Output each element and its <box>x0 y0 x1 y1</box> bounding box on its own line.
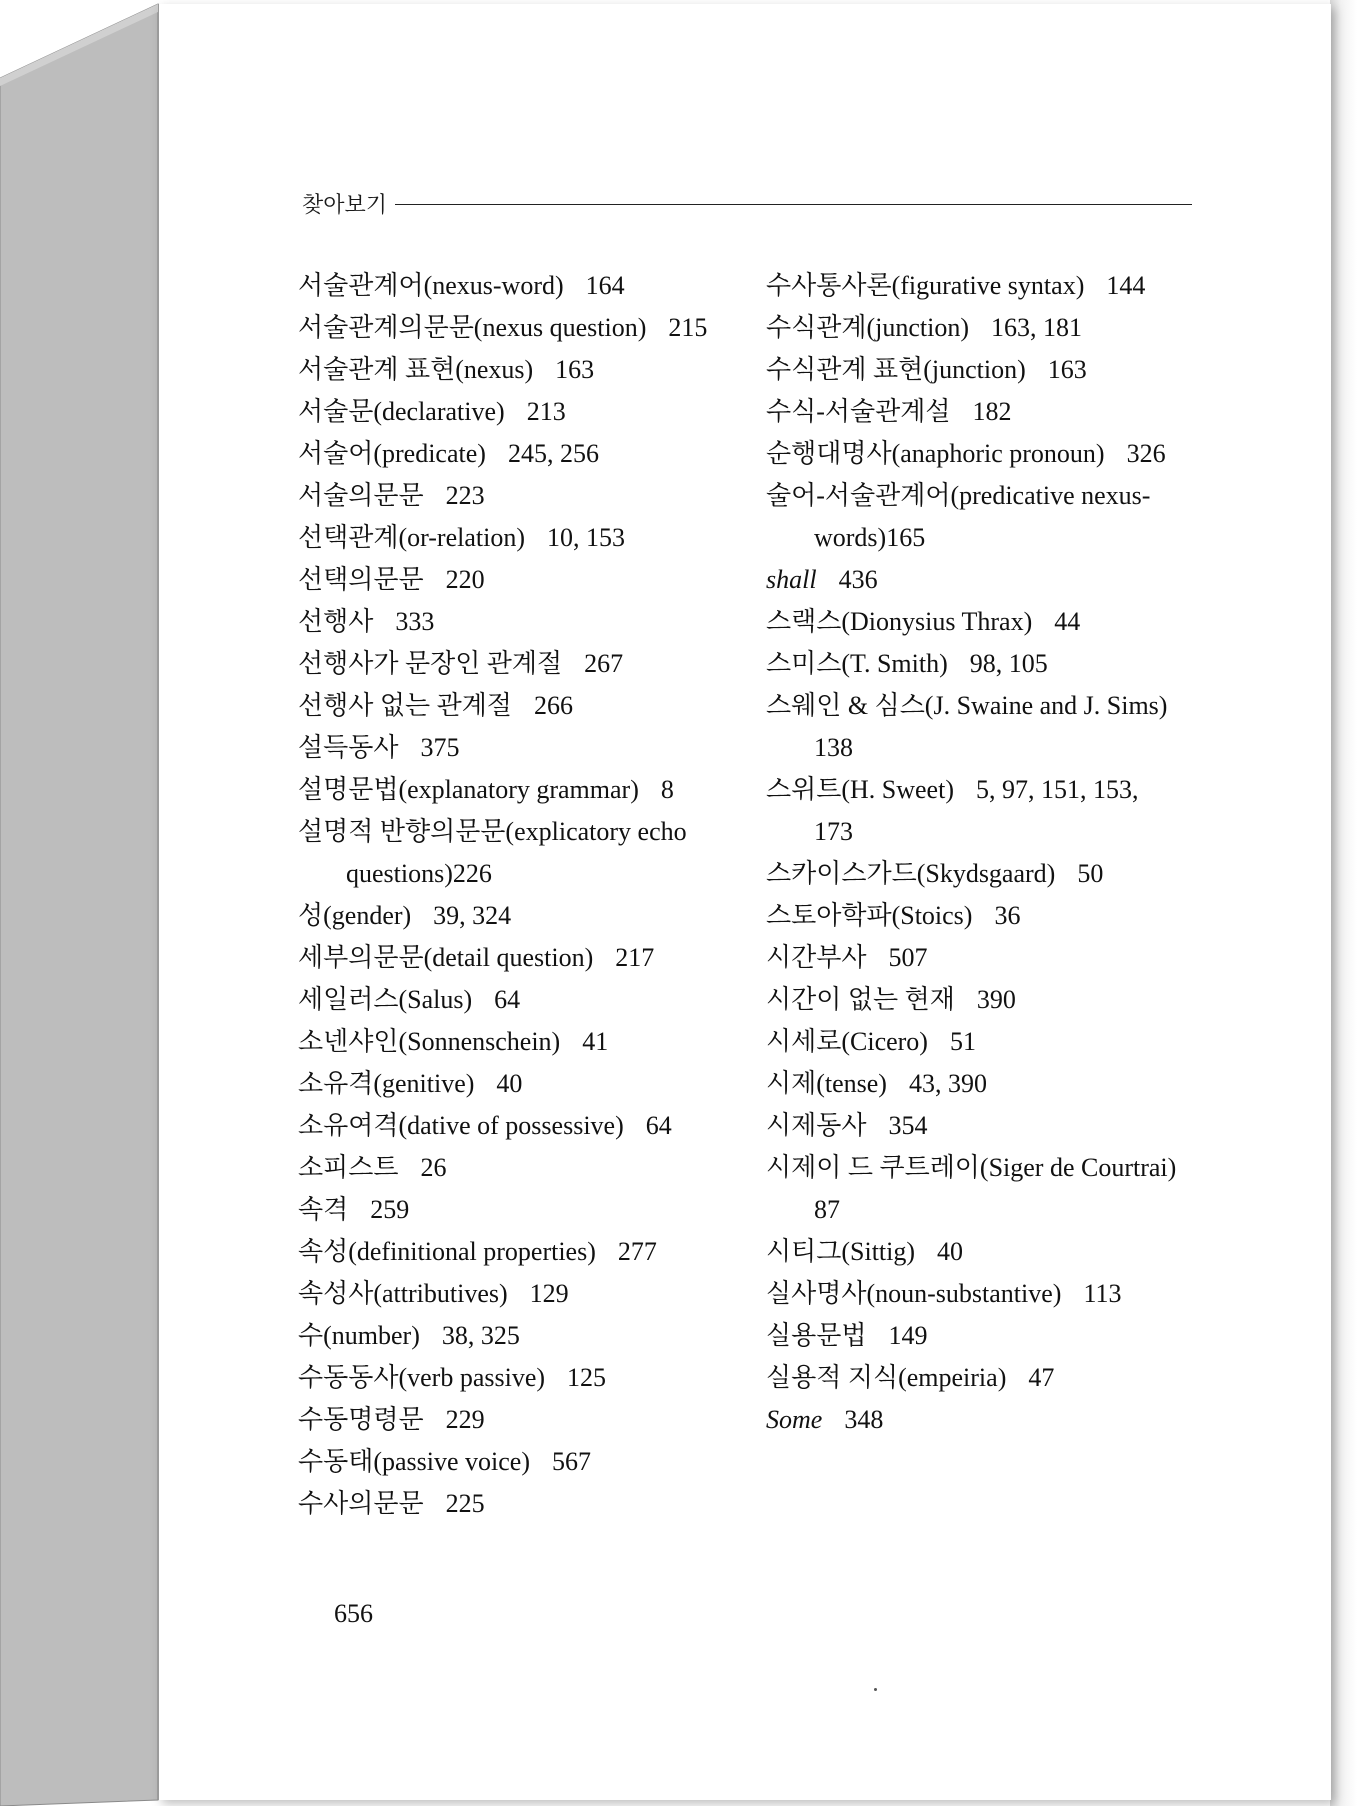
index-pages: 266 <box>533 691 573 720</box>
index-pages: 8 <box>660 775 674 804</box>
index-pages: 64 <box>494 985 521 1014</box>
index-pages: 129 <box>529 1279 569 1308</box>
index-pages: 567 <box>552 1447 592 1476</box>
index-entry <box>298 811 738 853</box>
index-term: questions) <box>346 859 453 888</box>
index-pages: 375 <box>420 733 460 762</box>
index-pages: 64 <box>645 1111 672 1140</box>
index-entry <box>766 853 1196 895</box>
index-entry <box>298 517 738 559</box>
index-entry <box>766 307 1196 349</box>
index-entry <box>298 979 738 1021</box>
index-term: 스랙스(Dionysius Thrax) <box>766 607 1033 636</box>
index-term: 서술관계의문문(nexus question) <box>298 313 647 342</box>
index-term: 173 <box>814 817 853 846</box>
index-entry <box>766 265 1196 307</box>
index-term: 세일러스(Salus) <box>298 985 473 1014</box>
index-entry <box>766 769 1196 811</box>
index-entry <box>766 685 1196 727</box>
index-entry <box>766 1273 1196 1315</box>
index-term: 세부의문문(detail question) <box>298 943 594 972</box>
index-entry <box>298 1105 738 1147</box>
index-entry <box>766 1063 1196 1105</box>
index-entry <box>766 1147 1196 1189</box>
index-pages: 43, 390 <box>908 1069 987 1098</box>
index-entry <box>298 1147 738 1189</box>
index-pages: 277 <box>617 1237 657 1266</box>
index-term: 스토아학파(Stoics) <box>766 901 973 930</box>
index-term: 선행사 없는 관계절 <box>298 691 512 720</box>
index-term: 수동명령문 <box>298 1405 424 1434</box>
index-entry-continuation <box>766 517 1196 559</box>
running-head <box>302 186 1192 220</box>
index-term: 시간부사 <box>766 943 867 972</box>
index-term: 수(number) <box>298 1321 420 1350</box>
index-pages: 259 <box>370 1195 410 1224</box>
index-pages: 113 <box>1083 1279 1122 1308</box>
index-pages: 40 <box>496 1069 523 1098</box>
index-pages: 163, 181 <box>991 313 1082 342</box>
index-term: 실사명사(noun-substantive) <box>766 1279 1062 1308</box>
index-pages: 215 <box>668 313 708 342</box>
index-pages: 245, 256 <box>507 439 599 468</box>
index-entry-continuation <box>766 1189 1196 1231</box>
index-entry <box>766 391 1196 433</box>
running-head-title: 찾아보기 <box>302 192 388 218</box>
index-entry <box>298 1399 738 1441</box>
index-pages: 226 <box>452 859 492 888</box>
index-entry <box>298 265 738 307</box>
index-term: 설명문법(explanatory grammar) <box>298 775 639 804</box>
index-pages: 38, 325 <box>441 1321 520 1350</box>
index-pages: 50 <box>1077 859 1104 888</box>
index-pages: 149 <box>888 1321 928 1350</box>
index-pages: 333 <box>395 607 435 636</box>
index-entry <box>298 1441 738 1483</box>
index-term: 시제(tense) <box>766 1069 887 1098</box>
index-column-right <box>766 265 1196 1441</box>
index-term: 수식관계(junction) <box>766 313 969 342</box>
page-edge <box>1330 0 1357 1806</box>
index-entry <box>766 1105 1196 1147</box>
index-entry <box>298 1189 738 1231</box>
index-term: 87 <box>814 1195 840 1224</box>
index-entry <box>298 643 738 685</box>
index-entry <box>298 475 738 517</box>
index-entry <box>298 1273 738 1315</box>
index-term: 성(gender) <box>298 901 412 930</box>
index-term: 수사통사론(figurative syntax) <box>766 271 1085 300</box>
index-pages: 125 <box>567 1363 607 1392</box>
index-term: 시제동사 <box>766 1111 867 1140</box>
index-term: 선행사가 문장인 관계절 <box>298 649 563 678</box>
index-pages: 44 <box>1054 607 1081 636</box>
index-entry-continuation <box>298 853 738 895</box>
index-term: 소넨샤인(Sonnenschein) <box>298 1027 561 1056</box>
index-entry <box>766 559 1196 601</box>
index-term: 수동태(passive voice) <box>298 1447 531 1476</box>
page-number: 656 <box>334 1599 373 1628</box>
index-entry <box>298 349 738 391</box>
index-entry <box>298 1231 738 1273</box>
index-entry <box>298 391 738 433</box>
index-term: 스미스(T. Smith) <box>766 649 948 678</box>
index-entry-continuation <box>766 727 1196 769</box>
index-term: 속성(definitional properties) <box>298 1237 596 1266</box>
index-entry <box>766 1357 1196 1399</box>
index-term: 서술관계어(nexus-word) <box>298 271 564 300</box>
index-entry <box>766 1021 1196 1063</box>
index-pages: 229 <box>445 1405 485 1434</box>
index-term: 순행대명사(anaphoric pronoun) <box>766 439 1105 468</box>
speck <box>874 1688 877 1691</box>
index-term: 서술의문문 <box>298 481 424 510</box>
index-entry <box>766 601 1196 643</box>
index-column-left <box>298 265 738 1525</box>
index-term: 속격 <box>298 1195 349 1224</box>
index-term: 138 <box>814 733 853 762</box>
index-entry <box>766 475 1196 517</box>
index-term: 시간이 없는 현재 <box>766 985 955 1014</box>
index-entry <box>766 1315 1196 1357</box>
index-pages: 98, 105 <box>969 649 1048 678</box>
index-pages: 223 <box>445 481 485 510</box>
index-term: 시세로(Cicero) <box>766 1027 928 1056</box>
index-pages: 164 <box>585 271 625 300</box>
index-pages: 507 <box>888 943 928 972</box>
index-pages: 26 <box>420 1153 447 1182</box>
index-term: Some <box>766 1405 823 1434</box>
index-pages: 354 <box>888 1111 928 1140</box>
index-entry <box>298 895 738 937</box>
index-pages: 217 <box>615 943 655 972</box>
index-term: 수식관계 표현(junction) <box>766 355 1026 384</box>
index-term: 실용문법 <box>766 1321 867 1350</box>
index-entry <box>298 601 738 643</box>
index-entry <box>298 769 738 811</box>
index-pages: 213 <box>526 397 566 426</box>
index-entry <box>766 937 1196 979</box>
index-term: 서술관계 표현(nexus) <box>298 355 534 384</box>
index-entry <box>766 433 1196 475</box>
index-pages: 220 <box>445 565 485 594</box>
index-term: 선택관계(or-relation) <box>298 523 525 552</box>
index-term: 스위트(H. Sweet) <box>766 775 954 804</box>
index-entry <box>298 1315 738 1357</box>
index-term: 소피스트 <box>298 1153 399 1182</box>
index-term: 스카이스가드(Skydsgaard) <box>766 859 1056 888</box>
index-entry <box>298 937 738 979</box>
index-term: 서술문(declarative) <box>298 397 505 426</box>
index-entry <box>766 349 1196 391</box>
index-pages: 47 <box>1028 1363 1055 1392</box>
index-entry <box>298 727 738 769</box>
index-term: 시제이 드 쿠트레이(Siger de Courtrai) <box>766 1153 1177 1182</box>
index-pages: 36 <box>994 901 1021 930</box>
index-entry <box>298 1357 738 1399</box>
index-pages: 51 <box>949 1027 976 1056</box>
index-pages: 165 <box>886 523 926 552</box>
index-term: 시티그(Sittig) <box>766 1237 916 1266</box>
index-entry <box>766 643 1196 685</box>
index-entry <box>766 1399 1196 1441</box>
index-pages: 348 <box>844 1405 884 1434</box>
index-term: 스웨인 & 심스(J. Swaine and J. Sims) <box>766 691 1168 720</box>
index-entry <box>766 979 1196 1021</box>
index-pages: 163 <box>1047 355 1087 384</box>
index-term: 소유격(genitive) <box>298 1069 475 1098</box>
index-pages: 163 <box>555 355 595 384</box>
index-term: 속성사(attributives) <box>298 1279 508 1308</box>
index-pages: 436 <box>838 565 878 594</box>
index-entry-continuation <box>766 811 1196 853</box>
index-term: 설명적 반향의문문(explicatory echo <box>298 817 687 846</box>
index-entry <box>298 1483 738 1525</box>
index-pages: 182 <box>972 397 1012 426</box>
index-entry <box>298 307 738 349</box>
index-pages: 225 <box>445 1489 485 1518</box>
index-entry <box>298 1063 738 1105</box>
index-term: 선택의문문 <box>298 565 424 594</box>
index-pages: 5, 97, 151, 153, <box>975 775 1139 804</box>
index-term: 수식-서술관계설 <box>766 397 951 426</box>
index-entry <box>298 1021 738 1063</box>
index-pages: 144 <box>1106 271 1146 300</box>
header-rule <box>395 204 1192 205</box>
index-term: 수사의문문 <box>298 1489 424 1518</box>
index-pages: 267 <box>584 649 624 678</box>
index-term: 실용적 지식(empeiria) <box>766 1363 1007 1392</box>
index-term: shall <box>766 565 817 594</box>
index-entry <box>766 1231 1196 1273</box>
index-pages: 10, 153 <box>547 523 625 552</box>
index-entry <box>298 433 738 475</box>
index-term: 소유여격(dative of possessive) <box>298 1111 624 1140</box>
index-pages: 39, 324 <box>433 901 512 930</box>
index-entry <box>298 685 738 727</box>
index-pages: 326 <box>1126 439 1166 468</box>
index-term: 술어-서술관계어(predicative nexus- <box>766 481 1151 510</box>
index-term: 서술어(predicate) <box>298 439 486 468</box>
index-pages: 390 <box>976 985 1016 1014</box>
index-entry <box>766 895 1196 937</box>
index-term: words) <box>814 523 887 552</box>
index-term: 수동동사(verb passive) <box>298 1363 546 1392</box>
index-pages: 41 <box>582 1027 609 1056</box>
index-entry <box>298 559 738 601</box>
index-term: 설득동사 <box>298 733 399 762</box>
index-pages: 40 <box>937 1237 964 1266</box>
index-term: 선행사 <box>298 607 374 636</box>
